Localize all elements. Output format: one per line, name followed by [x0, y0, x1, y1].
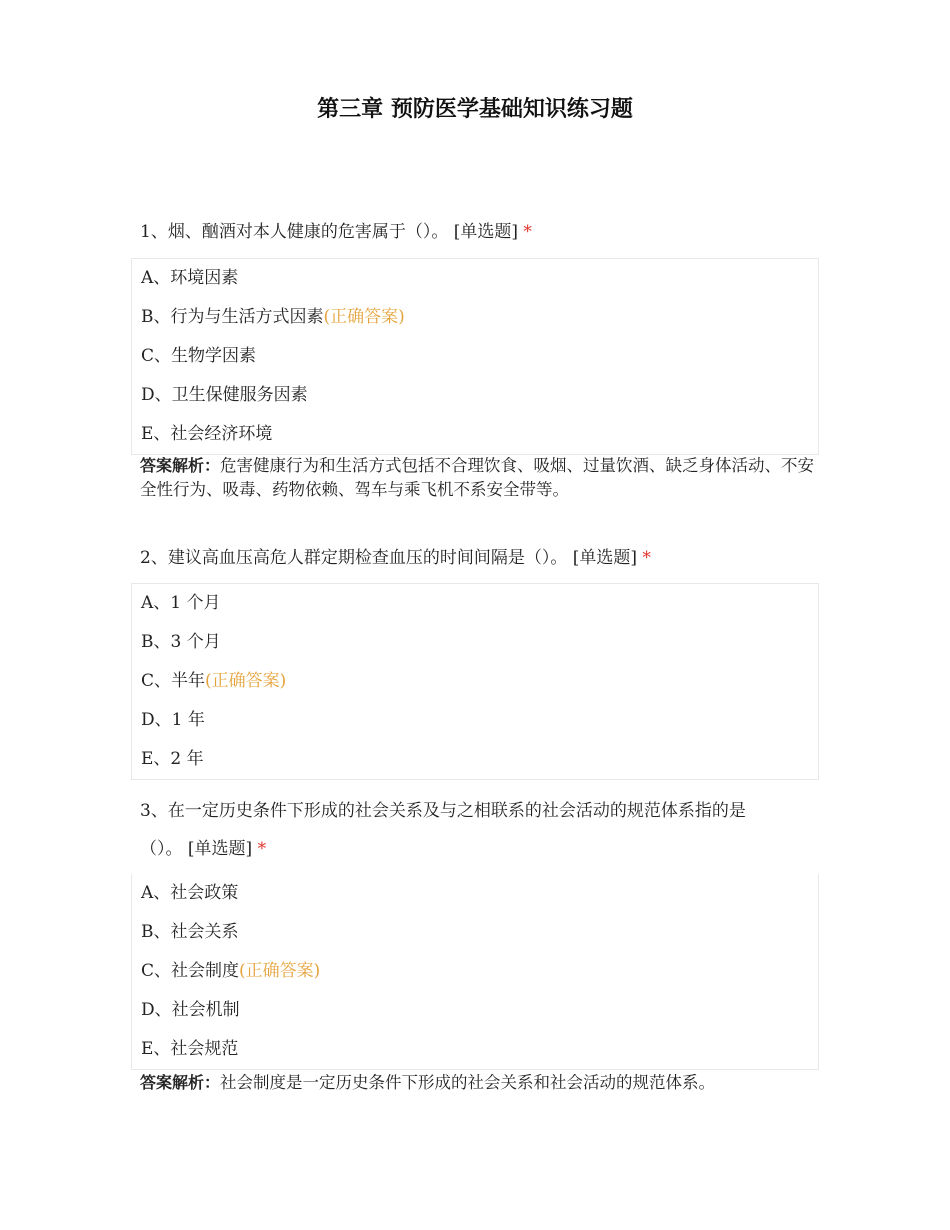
question-1-text: 1、烟、酗酒对本人健康的危害属于（）。 — [140, 222, 449, 242]
explanation-label: 答案解析： — [140, 1073, 221, 1092]
option-label: E、社会规范 — [141, 1039, 239, 1059]
question-2 — [140, 539, 820, 577]
option-e[interactable] — [132, 1030, 818, 1069]
required-mark: * — [257, 839, 267, 859]
option-label: C、生物学因素 — [141, 346, 257, 366]
question-3-text: 3、在一定历史条件下形成的社会关系及与之相联系的社会活动的规范体系指的是 — [140, 801, 746, 821]
required-mark: * — [523, 222, 532, 242]
question-3-explanation — [140, 1071, 820, 1095]
option-c[interactable] — [132, 337, 818, 376]
option-e[interactable] — [132, 415, 818, 454]
option-d[interactable] — [132, 991, 818, 1030]
explanation-text: 危害健康行为和生活方式包括不合理饮食、吸烟、过量饮酒、缺乏身体活动、不安全性行为、吸毒、药物依赖、驾车与乘飞机不系安全带等。 — [140, 456, 815, 499]
option-label: E、社会经济环境 — [141, 424, 273, 444]
explanation-text: 社会制度是一定历史条件下形成的社会关系和社会活动的规范体系。 — [220, 1073, 716, 1092]
option-label: D、1 年 — [141, 710, 205, 730]
option-label: B、行为与生活方式因素 — [141, 307, 324, 327]
explanation-label: 答案解析： — [140, 456, 221, 475]
option-label: D、卫生保健服务因素 — [141, 385, 308, 405]
required-mark: * — [642, 548, 651, 568]
option-c[interactable] — [132, 952, 818, 991]
question-type-tag: [单选题] — [453, 222, 518, 242]
option-c[interactable] — [132, 662, 818, 701]
option-label: E、2 年 — [141, 749, 204, 769]
question-3 — [140, 792, 820, 868]
option-label: A、1 个月 — [141, 593, 221, 613]
option-b[interactable] — [132, 913, 818, 952]
option-b[interactable] — [132, 298, 818, 337]
question-2-options — [131, 583, 819, 780]
page-title: 第三章 预防医学基础知识练习题 — [317, 97, 633, 122]
correct-answer-tag: (正确答案) — [205, 671, 287, 691]
option-a[interactable] — [132, 874, 818, 913]
option-a[interactable] — [132, 259, 818, 298]
option-a[interactable] — [132, 584, 818, 623]
option-e[interactable] — [132, 740, 818, 779]
question-type-tag: [单选题] — [187, 839, 253, 859]
correct-answer-tag: (正确答案) — [239, 961, 321, 981]
question-1-options — [131, 258, 819, 455]
option-b[interactable] — [132, 623, 818, 662]
option-label: B、3 个月 — [141, 632, 221, 652]
option-label: C、社会制度 — [141, 961, 240, 981]
question-2-text: 2、建议高血压高危人群定期检查血压的时间间隔是（）。 — [140, 548, 568, 568]
question-1 — [140, 213, 820, 251]
question-3-options — [131, 874, 819, 1070]
option-label: B、社会关系 — [141, 922, 239, 942]
option-label: D、社会机制 — [141, 1000, 240, 1020]
option-d[interactable] — [132, 701, 818, 740]
question-type-tag: [单选题] — [572, 548, 637, 568]
option-label: A、环境因素 — [141, 268, 239, 288]
question-1-explanation — [140, 454, 820, 502]
correct-answer-tag: (正确答案) — [323, 307, 405, 327]
option-label: A、社会政策 — [141, 883, 239, 903]
option-d[interactable] — [132, 376, 818, 415]
option-label: C、半年 — [141, 671, 206, 691]
question-3-text-cont: （）。 — [140, 839, 183, 859]
